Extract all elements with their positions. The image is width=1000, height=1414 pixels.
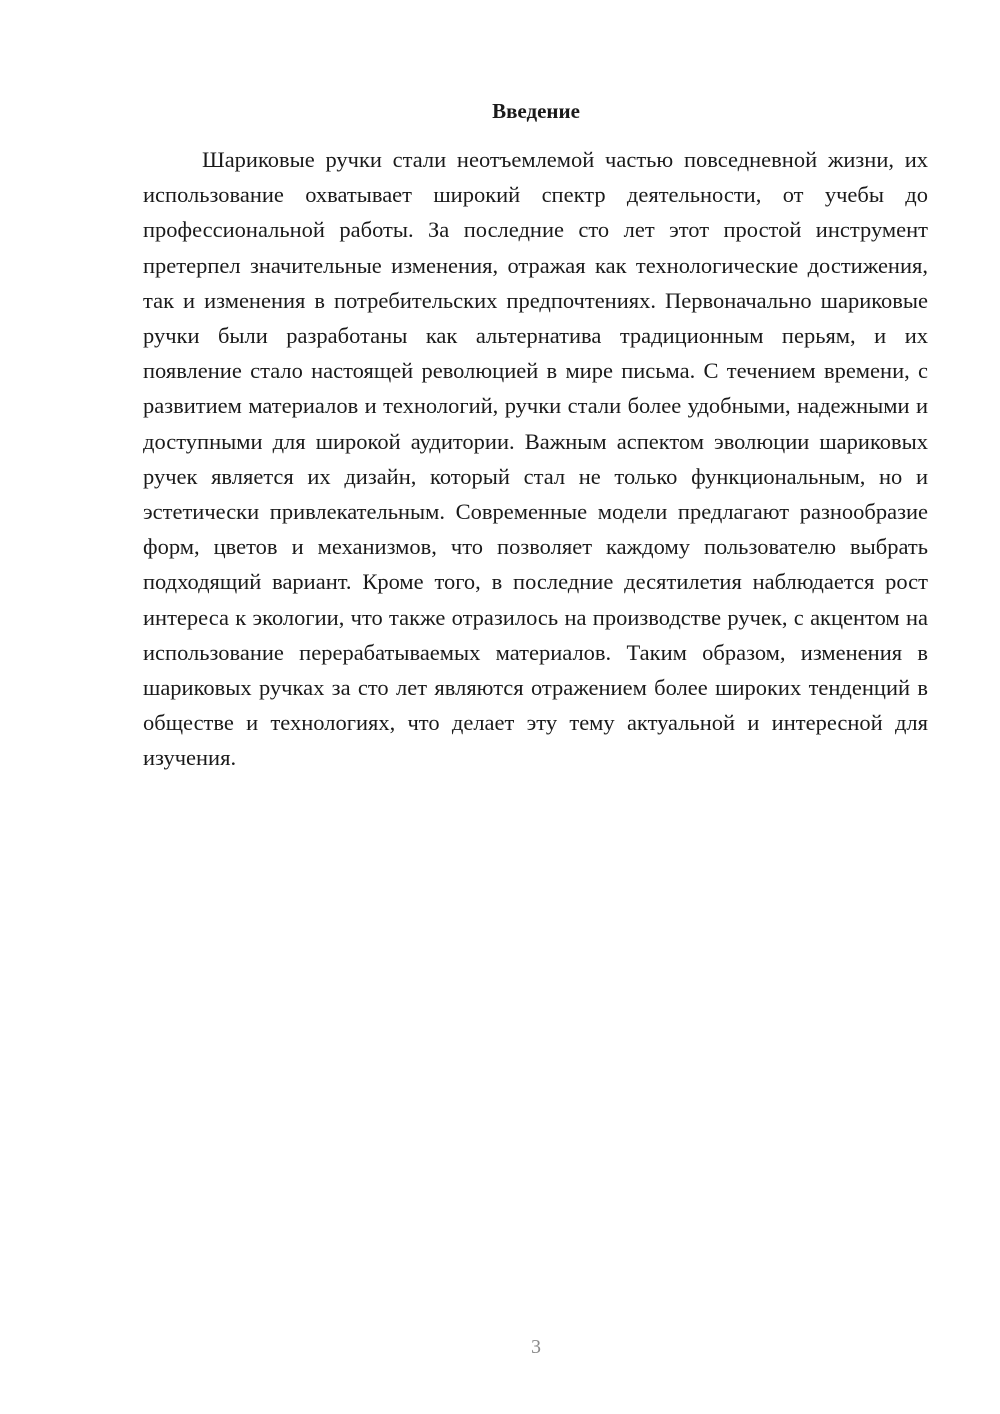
section-heading: Введение [492, 99, 580, 123]
body-paragraph: Шариковые ручки стали неотъемлемой частью повседневной жизни, их использование охватывает широкий спектр деятельности, от учебы до профессиональной работы. За последние сто лет этот простой инструмент претерпел значительные изменения, отражая как технологические достижения, так и изменения в потребительских предпочтениях. Первоначально шариковые ручки были разработаны как альтернатива традиционным перьям, и их появление стало настоящей революцией в мире письма. С течением времени, с развитием материалов и технологий, ручки стали более удобными, надежными и доступными для широкой аудитории. Важным аспектом эволюции шариковых ручек является их дизайн, который стал не только функциональным, но и эстетически привлекательным. Современные модели предлагают разнообразие форм, цветов и механизмов, что позволяет каждому пользователю выбрать подходящий вариант. Кроме того, в последние десятилетия наблюдается рост интереса к экологии, что также отразилось на производстве ручек, с акцентом на использование перерабатываемых материалов. Таким образом, изменения в шариковых ручках за сто лет являются отражением более широких тенденций в обществе и технологиях, что делает эту тему актуальной и интересной для изучения. [143, 147, 928, 771]
page-number: 3 [531, 1336, 541, 1358]
